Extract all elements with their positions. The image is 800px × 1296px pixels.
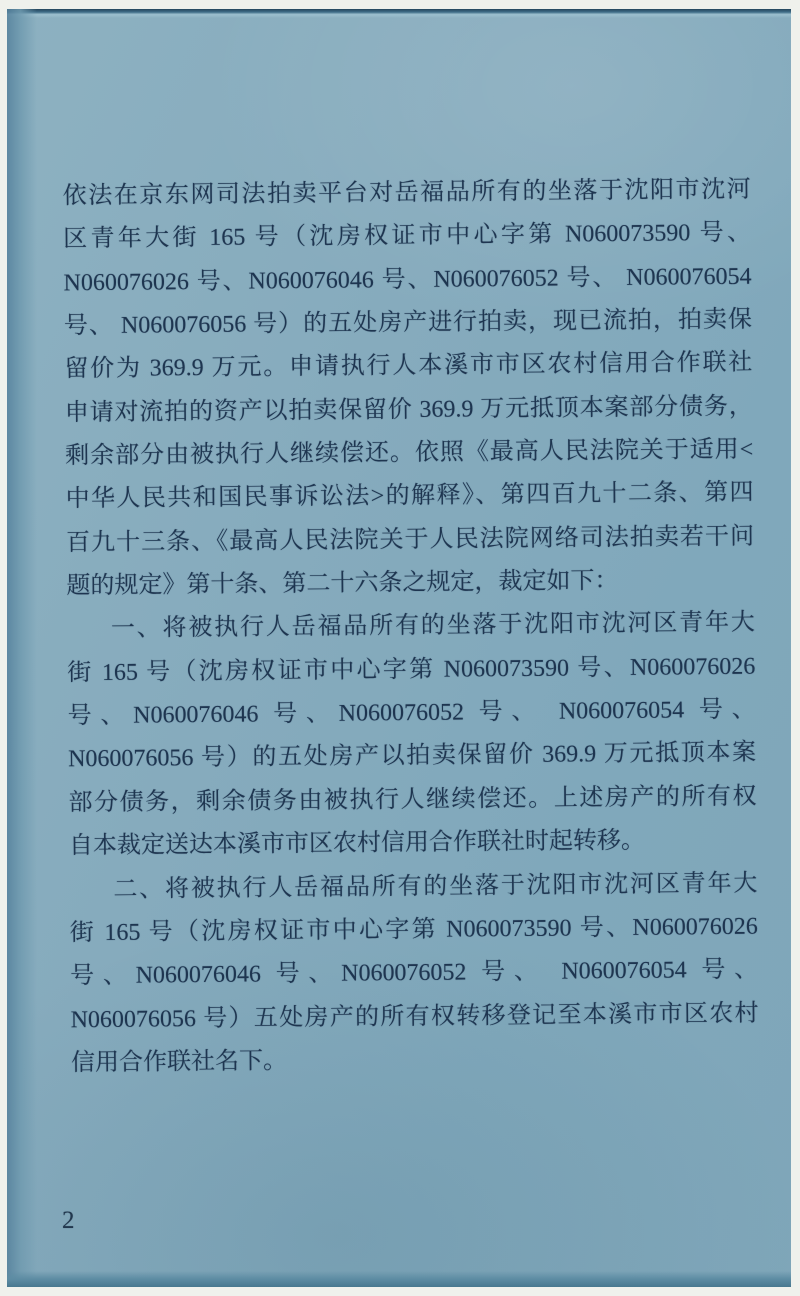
text-line: 区青年大街 165 号（沈房权证市中心字第 N060073590 号、	[63, 220, 752, 253]
text-line: 号、 N060076056 号）的五处房产进行拍卖，现已流拍，拍卖保	[63, 306, 753, 340]
text-line: 二、将被执行人岳福品所有的坐落于沈阳市沈河区青年大	[113, 870, 758, 903]
text-line: 申请对流拍的资产以拍卖保留价 369.9 万元抵顶本案部分债务，	[64, 393, 753, 427]
text-line: N060076056 号）的五处房产以拍卖保留价 369.9 万元抵顶本案	[68, 740, 757, 773]
text-line: 街 165 号（沈房权证市中心字第 N060073590 号、N060076026	[67, 653, 756, 687]
text-line: 信用合作联社名下。	[70, 1048, 288, 1077]
text-line: 自本裁定送达本溪市市区农村信用合作联社时起转移。	[68, 827, 646, 860]
text-line: 依法在京东网司法拍卖平台对岳福品所有的坐落于沈阳市沈河	[62, 176, 751, 210]
text-line: 部分债务，剩余债务由被执行人继续偿还。上述房产的所有权	[68, 783, 757, 817]
text-line: 号、N060076046 号、N060076052 号、 N060076054 号、	[67, 696, 756, 730]
text-line: 题的规定》第十条、第二十六条之规定，裁定如下：	[66, 568, 619, 600]
document-page	[7, 9, 791, 1287]
page-edge-bottom	[7, 1271, 791, 1287]
text-line: 号、N060076046 号、N060076052 号、 N060076054 号、	[70, 956, 759, 990]
text-line: 中华人民共和国民事诉讼法>的解释》、第四百九十二条、第四	[65, 480, 754, 513]
text-line: N060076026 号、N060076046 号、N060076052 号、 N060076054	[63, 263, 752, 297]
document-body	[63, 169, 760, 1086]
text-line: 百九十三条、《最高人民法院关于人民法院网络司法拍卖若干问	[65, 523, 755, 557]
text-line: N060076056 号）五处房产的所有权转移登记至本溪市市区农村	[70, 1000, 759, 1033]
page-edge-top	[7, 9, 791, 18]
page-edge-left	[7, 9, 37, 1287]
text-line: 剩余部分由被执行人继续偿还。依照《最高人民法院关于适用<	[65, 436, 754, 470]
text-line: 留价为 369.9 万元。申请执行人本溪市市区农村信用合作联社	[64, 350, 753, 383]
page-number: 2	[62, 1207, 75, 1234]
text-line: 街 165 号（沈房权证市中心字第 N060073590 号、N060076026	[69, 913, 758, 947]
text-line: 一、将被执行人岳福品所有的坐落于沈阳市沈河区青年大	[110, 610, 755, 643]
